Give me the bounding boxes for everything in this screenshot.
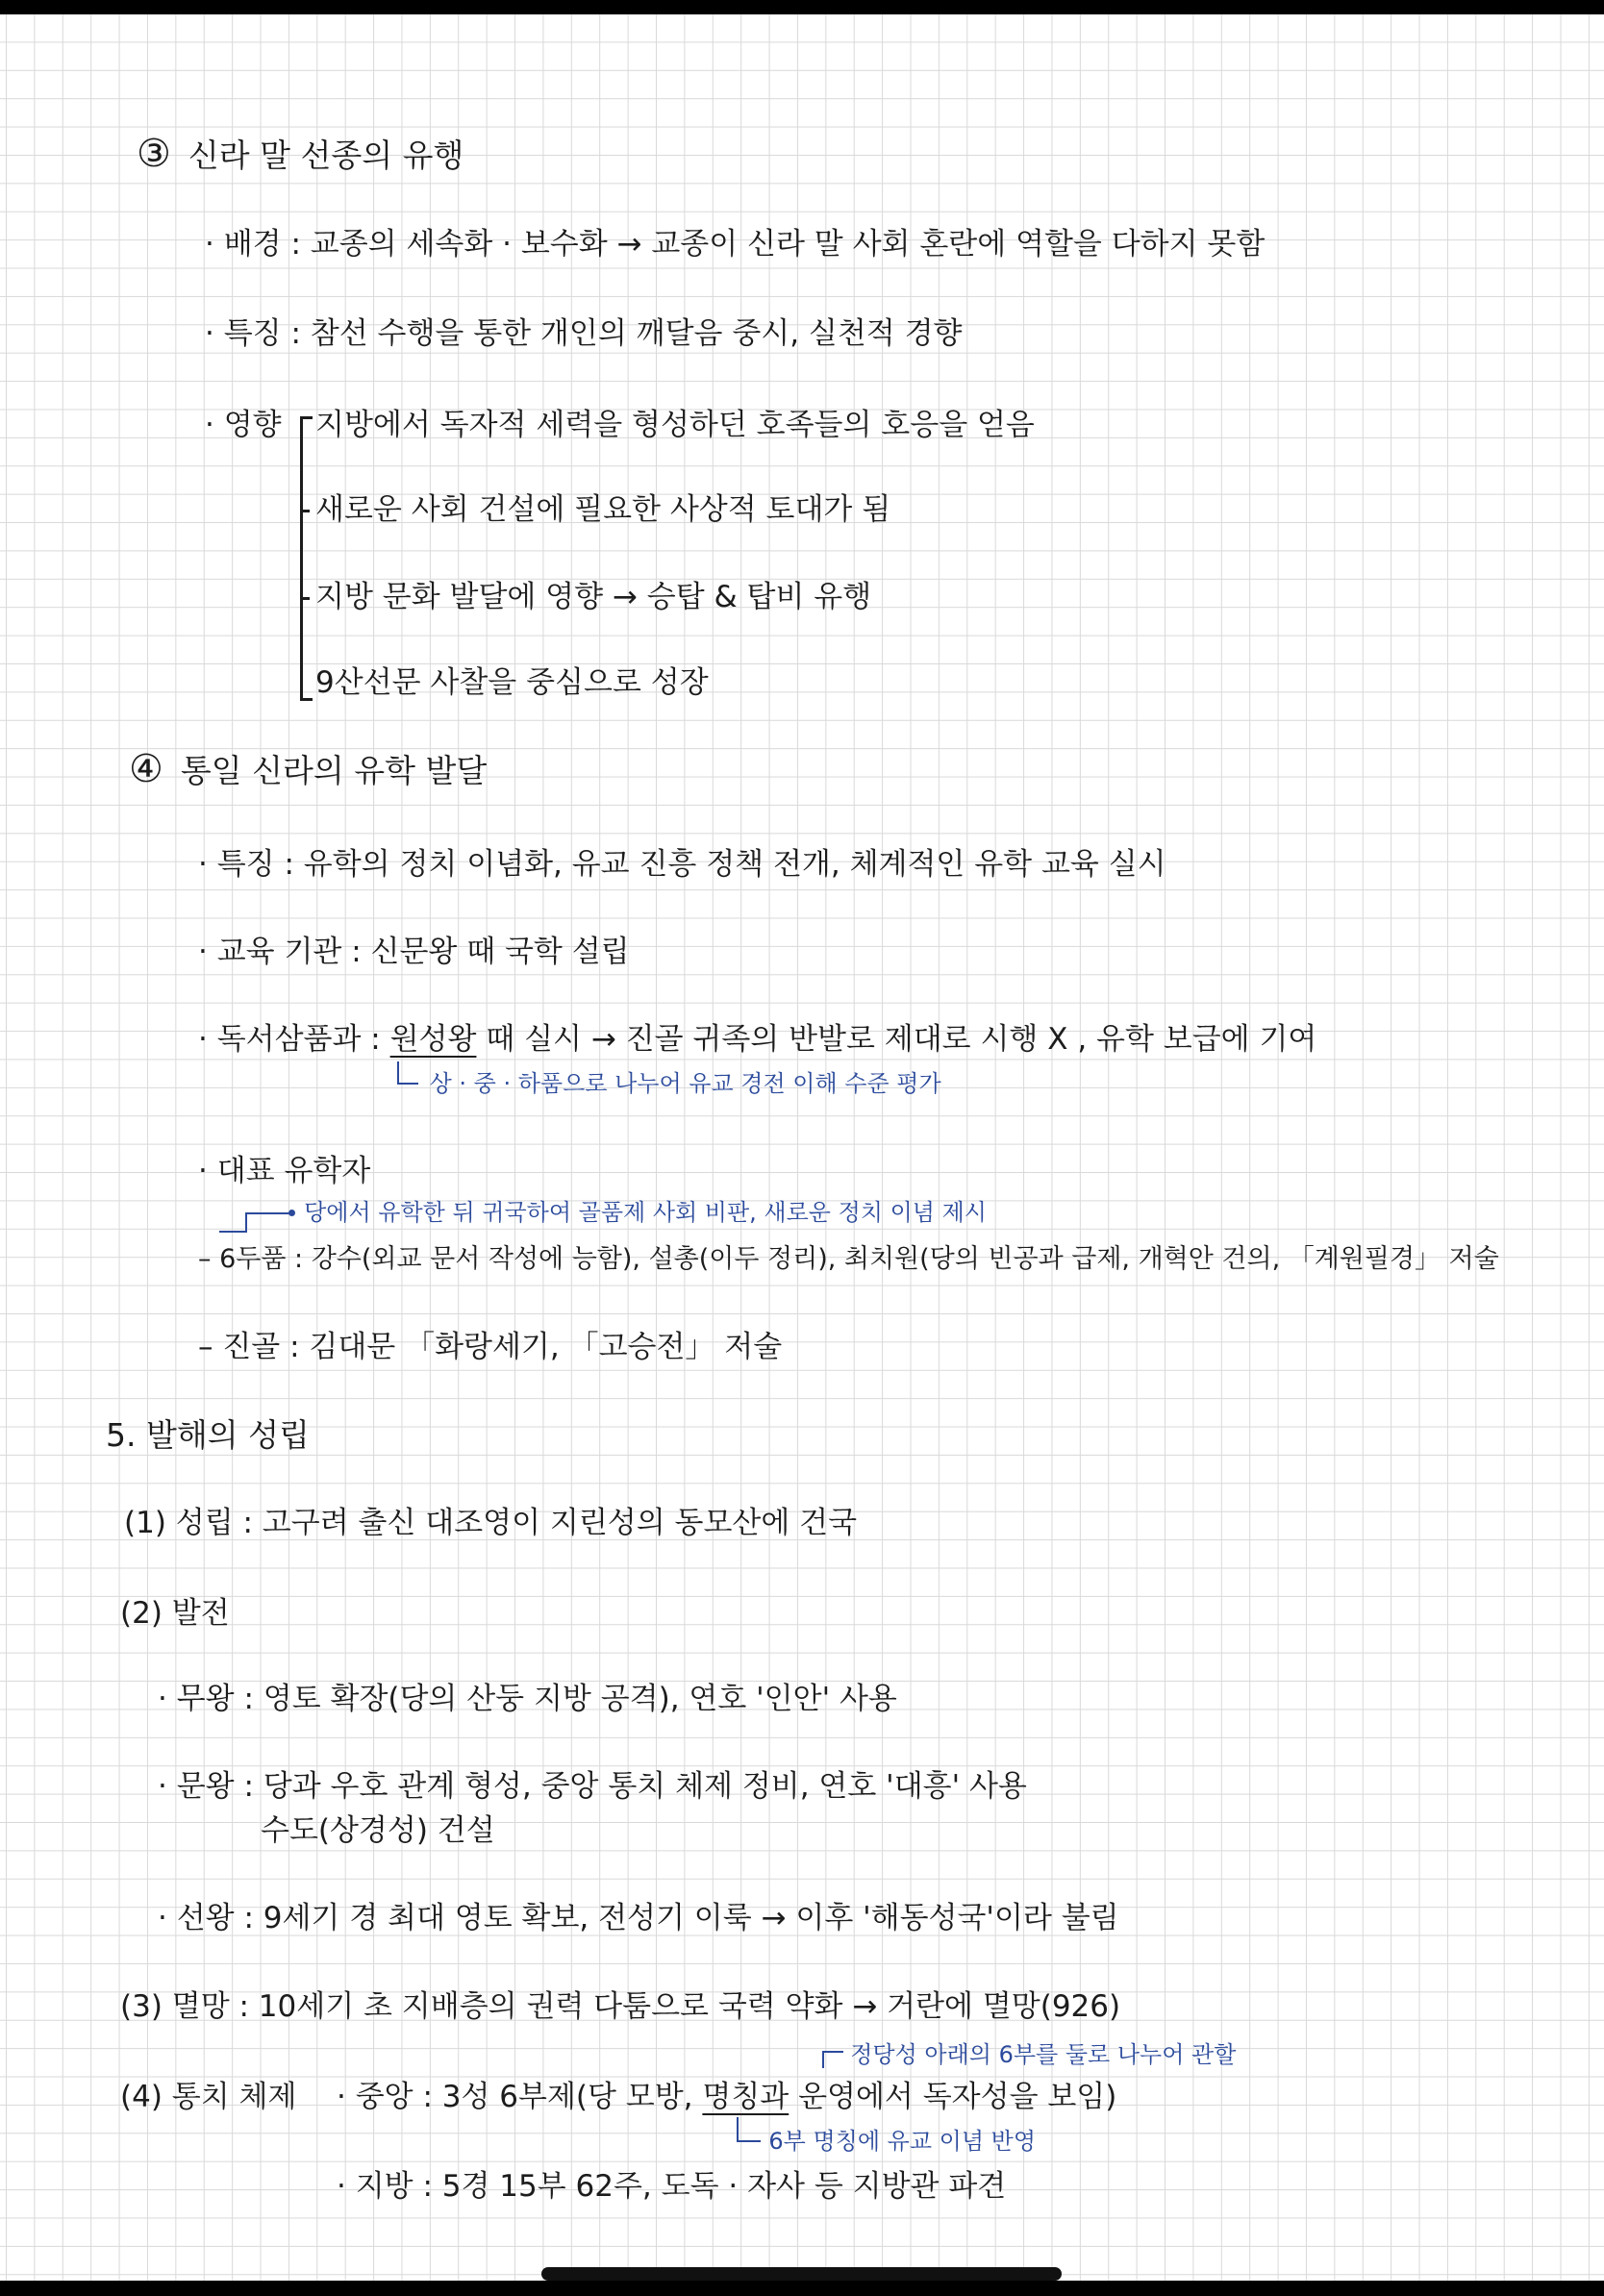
bracket-tick <box>300 416 313 419</box>
balhae-founding-line: (1) 성립 : 고구려 출신 대조영이 지린성의 동모산에 건국 <box>124 1506 858 1540</box>
munwang-line: · 문왕 : 당과 우호 관계 형성, 중앙 통치 체제 정비, 연호 '대흥' 사용 <box>158 1769 1027 1804</box>
central-annotation-bottom: 6부 명칭에 유교 이념 반영 <box>768 2128 1037 2155</box>
bracket-tick <box>300 597 310 600</box>
dokseo-line <box>198 1020 1317 1097</box>
seon-feature-line: · 특징 : 참선 수행을 통한 개인의 깨달음 중시, 실천적 경향 <box>205 316 963 351</box>
bracket-tick <box>300 698 313 701</box>
connector-line <box>737 2117 739 2141</box>
section-heading-seon <box>137 132 464 176</box>
circled-number-3: ③ <box>137 132 171 176</box>
governance-heading: (4) 통치 체제 <box>120 2080 297 2114</box>
circled-number-4: ④ <box>129 747 163 791</box>
influence-item: 지방에서 독자적 세력을 형성하던 호족들의 호응을 얻음 <box>315 408 1035 442</box>
balhae-development-heading: (2) 발전 <box>120 1596 230 1631</box>
bracket-tick <box>300 510 310 512</box>
dokseo-label: · 독서삼품과 : <box>198 1022 390 1057</box>
section-title-confucian: 통일 신라의 유학 발달 <box>180 752 488 789</box>
connector-line <box>245 1212 289 1214</box>
local-government-line: · 지방 : 5경 15부 62주, 도독 · 자사 등 지방관 파견 <box>337 2169 1007 2204</box>
seon-background-line: · 배경 : 교종의 세속화 · 보수화 → 교종이 신라 말 사회 혼란에 역할을 다하지 못함 <box>205 227 1266 262</box>
seonwang-line: · 선왕 : 9세기 경 최대 영토 확보, 전성기 이룩 → 이후 '해동성국'이라 불림 <box>158 1901 1119 1935</box>
connector-line <box>737 2140 761 2142</box>
muwang-line: · 무왕 : 영토 확장(당의 산둥 지방 공격), 연호 '인안' 사용 <box>158 1682 897 1716</box>
section-heading-balhae: 5. 발해의 성립 <box>106 1416 310 1454</box>
influence-item: 지방 문화 발달에 영향 → 승탑 & 탑비 유행 <box>315 580 872 614</box>
connector-line <box>397 1061 399 1085</box>
dokseo-annotation: 상 · 중 · 하품으로 나누어 유교 경전 이해 수준 평가 <box>429 1070 941 1097</box>
balhae-fall-line: (3) 멸망 : 10세기 초 지배층의 권력 다툼으로 국력 약화 → 거란에 멸망(926) <box>120 1989 1121 2024</box>
underlined-king-name: 원성왕 <box>389 1022 477 1057</box>
yukdupum-line <box>198 1199 1499 1279</box>
home-indicator <box>541 2267 1062 2281</box>
connector-line <box>822 2051 843 2053</box>
munwang-continuation: 수도(상경성) 건설 <box>261 1813 495 1848</box>
confucian-feature-line: · 특징 : 유학의 정치 이념화, 유교 진흥 정책 전개, 체계적인 유학 교육 실시 <box>198 847 1166 882</box>
dash-marker: – <box>198 1244 220 1274</box>
influence-bracket <box>300 416 303 700</box>
connector-line <box>397 1083 418 1085</box>
top-status-bar <box>0 0 1604 14</box>
influence-item: 새로운 사회 건설에 필요한 사상적 토대가 됨 <box>315 492 891 527</box>
dokseo-text: 때 실시 → 진골 귀족의 반발로 제대로 시행 X , 유학 보급에 기여 <box>476 1022 1317 1057</box>
connector-line <box>245 1212 247 1233</box>
section-title-seon: 신라 말 선종의 유행 <box>188 137 464 174</box>
central-text-b: 운영에서 독자성을 보임) <box>789 2080 1117 2114</box>
central-government-line <box>337 2041 1237 2155</box>
yukdupum-text: : 강수(외교 문서 작성에 능함), 설총(이두 정리), 최치원(당의 빈공과 급제, 개혁안 건의, 「계원필경」 저술 <box>286 1244 1499 1274</box>
central-text-a: · 중앙 : 3성 6부제(당 모방, <box>337 2080 703 2114</box>
bottom-bar <box>0 2281 1604 2296</box>
rank-label: 6두품 <box>219 1244 287 1274</box>
influence-item: 9산선문 사찰을 중심으로 성장 <box>315 665 709 700</box>
connector-line <box>219 1231 245 1233</box>
seon-influence-label: · 영향 <box>205 408 282 442</box>
connector-line <box>822 2051 824 2068</box>
scholars-heading: · 대표 유학자 <box>198 1154 371 1188</box>
underlined-naming: 명칭과 <box>702 2080 789 2114</box>
section-heading-confucian <box>129 747 488 791</box>
central-annotation-top: 정당성 아래의 6부를 둘로 나누어 관할 <box>850 2041 1237 2068</box>
jingol-line: – 진골 : 김대문 「화랑세기, 「고승전」 저술 <box>198 1330 783 1364</box>
yukdupum-annotation: 당에서 유학한 뒤 귀국하여 골품제 사회 비판, 새로운 정치 이념 제시 <box>304 1199 987 1226</box>
confucian-institution-line: · 교육 기관 : 신문왕 때 국학 설립 <box>198 935 630 969</box>
